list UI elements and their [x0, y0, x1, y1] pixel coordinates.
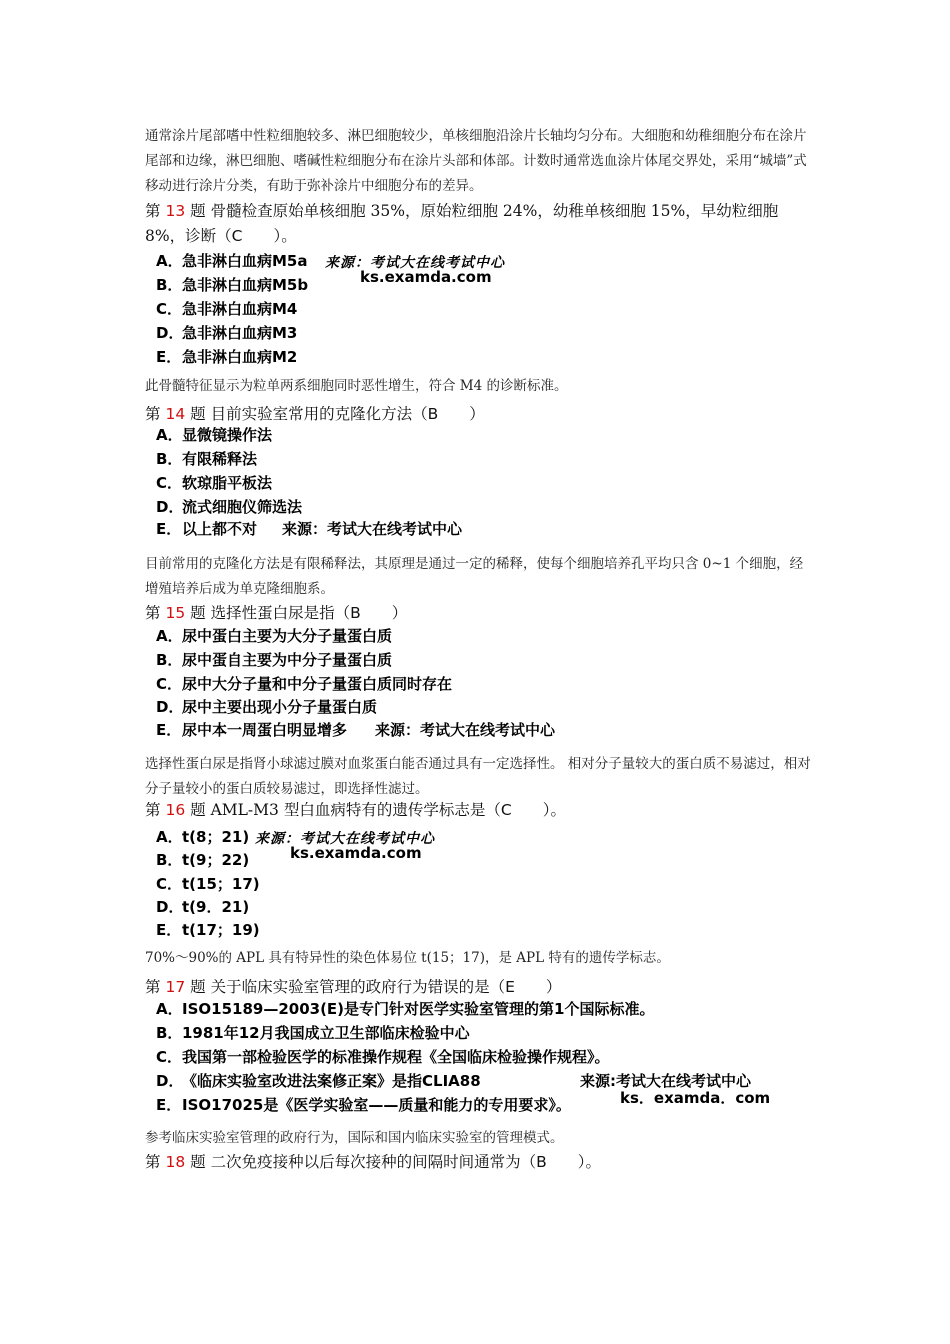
- q17-option-b: B．1981年12月我国成立卫生部临床检验中心: [156, 1024, 470, 1042]
- question-end: ）: [545, 978, 562, 996]
- question-text: 选择性蛋白尿是指（: [210, 604, 351, 622]
- question-prefix: 第: [145, 604, 161, 622]
- q17-option-a: A．ISO15189—2003(E)是专门针对医学实验室管理的第1个国际标准。: [156, 1000, 655, 1018]
- question-15-heading: [145, 601, 815, 626]
- q15-option-c: C．尿中大分子量和中分子量蛋白质同时存在: [156, 675, 453, 693]
- q13-option-e: E．急非淋白血病M2: [156, 348, 298, 366]
- question-17-heading: [145, 975, 815, 1000]
- question-number: 13: [165, 202, 186, 220]
- q16-explanation: 70%～90%的 APL 具有特异性的染色体易位 t(15；17)，是 APL 特有的遗传学标志。: [145, 950, 670, 966]
- question-13-heading: [145, 199, 815, 249]
- question-answer: B: [350, 604, 361, 622]
- question-end: ）。: [273, 227, 297, 245]
- question-prefix: 第: [145, 202, 161, 220]
- q14-option-e: E．以上都不对: [156, 520, 258, 538]
- question-end: ）。: [542, 801, 566, 819]
- q13-explanation: 此骨髓特征显示为粒单两系细胞同时恶性增生，符合 M4 的诊断标准。: [145, 378, 568, 394]
- q17-option-c: C．我国第一部检验医学的标准操作规程《全国临床检验操作规程》。: [156, 1048, 610, 1066]
- q16-option-c: C．t(15；17): [156, 875, 260, 893]
- question-text: 关于临床实验室管理的政府行为错误的是（: [210, 978, 506, 996]
- q16-option-e: E．t(17；19): [156, 921, 260, 939]
- question-text: AML-M3 型白血病特有的遗传学标志是（: [210, 801, 501, 819]
- q14-source: 来源：考试大在线考试中心: [282, 520, 463, 538]
- q13-source-url: ks.examda.com: [360, 268, 492, 286]
- question-prefix: 第: [145, 801, 161, 819]
- q13-source-watermark: 来源：考试大在线考试中心: [325, 255, 505, 271]
- question-end: ）: [391, 604, 408, 622]
- question-prefix: 第: [145, 1153, 161, 1171]
- q13-option-b: B．急非淋白血病M5b: [156, 276, 309, 294]
- q15-option-a: A．尿中蛋白主要为大分子量蛋白质: [156, 627, 393, 645]
- question-answer: B: [427, 405, 439, 423]
- q15-source: 来源：考试大在线考试中心: [375, 721, 556, 739]
- question-number: 14: [165, 405, 186, 423]
- q15-option-b: B．尿中蛋自主要为中分子量蛋白质: [156, 651, 393, 669]
- q13-option-a: A．急非淋白血病M5a: [156, 252, 308, 270]
- question-answer: E: [505, 978, 515, 996]
- question-suffix: 题: [190, 405, 206, 423]
- question-18-heading: [145, 1150, 815, 1175]
- q14-explanation: 目前常用的克隆化方法是有限稀释法，其原理是通过一定的稀释，使每个细胞培养孔平均只含 0~1 个细胞，经增殖培养后成为单克隆细胞系。: [145, 556, 804, 597]
- q16-source-watermark: 来源：考试大在线考试中心: [255, 831, 435, 847]
- question-suffix: 题: [190, 604, 206, 622]
- question-16-heading: [145, 798, 815, 823]
- q15-option-d: D．尿中主要出现小分子量蛋白质: [156, 698, 378, 716]
- question-text: 骨髓检查原始单核细胞 35%，原始粒细胞 24%，幼稚单核细胞 15%，早幼粒细胞8%，诊断（: [145, 202, 779, 245]
- question-number: 15: [165, 604, 186, 622]
- q15-option-e: E．尿中本一周蛋白明显增多: [156, 721, 348, 739]
- question-end: ）。: [577, 1153, 602, 1171]
- question-suffix: 题: [190, 978, 206, 996]
- q17-option-e: E．ISO17025是《医学实验室——质量和能力的专用要求》。: [156, 1096, 571, 1114]
- q16-option-a: A．t(8；21): [156, 828, 250, 846]
- question-answer: C: [231, 227, 243, 245]
- question-prefix: 第: [145, 405, 161, 423]
- question-number: 17: [165, 978, 186, 996]
- intro-paragraph: 通常涂片尾部嗜中性粒细胞较多、淋巴细胞较少，单核细胞沿涂片长轴均匀分布。大细胞和幼稚细胞分布在涂片尾部和边缘，淋巴细胞、嗜碱性粒细胞分布在涂片头部和体部。计数时通常选血涂片体尾交界处，采用“城墙”式移动进行涂片分类，有助于弥补涂片中细胞分布的差异。: [145, 128, 807, 194]
- question-suffix: 题: [190, 1153, 206, 1171]
- q16-source-url: ks.examda.com: [290, 844, 422, 862]
- q14-option-c: C．软琼脂平板法: [156, 474, 273, 492]
- question-answer: B: [536, 1153, 547, 1171]
- q14-option-a: A．显微镜操作法: [156, 426, 273, 444]
- q17-source: 来源:考试大在线考试中心: [580, 1072, 751, 1090]
- q14-option-d: D．流式细胞仪筛选法: [156, 498, 303, 516]
- question-prefix: 第: [145, 978, 161, 996]
- q16-option-d: D．t(9．21): [156, 898, 250, 916]
- q13-option-d: D．急非淋白血病M3: [156, 324, 298, 342]
- question-number: 16: [165, 801, 186, 819]
- q17-source-url: ks．examda．com: [620, 1089, 771, 1107]
- question-suffix: 题: [190, 801, 206, 819]
- q13-option-c: C．急非淋白血病M4: [156, 300, 298, 318]
- q15-explanation: 选择性蛋白尿是指肾小球滤过膜对血浆蛋白能否通过具有一定选择性。 相对分子量较大的蛋白质不易滤过，相对分子量较小的蛋白质较易滤过，即选择性滤过。: [145, 756, 811, 797]
- question-text: 目前实验室常用的克隆化方法（: [210, 405, 428, 423]
- q14-option-b: B．有限稀释法: [156, 450, 258, 468]
- question-answer: C: [500, 801, 512, 819]
- question-suffix: 题: [190, 202, 206, 220]
- q17-option-d: D．《临床实验室改进法案修正案》是指CLIA88: [156, 1072, 481, 1090]
- q16-option-b: B．t(9；22): [156, 851, 250, 869]
- question-text: 二次免疫接种以后每次接种的间隔时间通常为（: [210, 1153, 537, 1171]
- question-number: 18: [165, 1153, 186, 1171]
- question-end: ）: [469, 405, 485, 423]
- q17-explanation: 参考临床实验室管理的政府行为，国际和国内临床实验室的管理模式。: [145, 1130, 564, 1146]
